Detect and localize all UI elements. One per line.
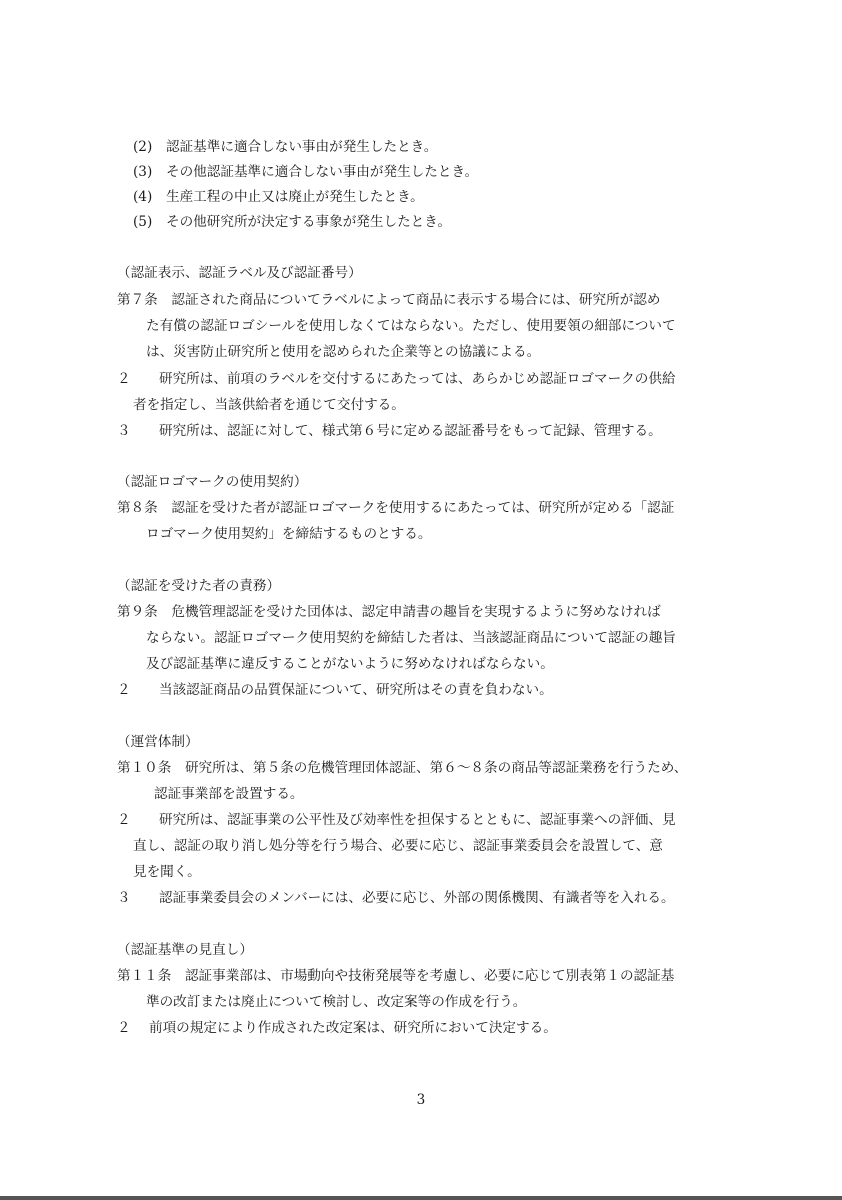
article-line: ロゴマーク使用契約」を締結するものとする。 [146, 526, 432, 542]
section-heading: （運営体制） [117, 734, 199, 750]
article-line: ならない。認証ロゴマーク使用契約を締結した者は、当該認証商品について認証の趣旨 [146, 630, 676, 646]
paragraph-line: 見を聞く。 [133, 864, 201, 880]
item-number: (5) [133, 214, 153, 230]
article-line: 認証事業部を設置する。 [154, 786, 304, 802]
article-line: 及び認証基準に違反することがないように努めなければならない。 [146, 656, 554, 672]
paragraph-line [117, 421, 662, 441]
item-text: 生産工程の中止又は廃止が発生したとき。 [166, 189, 424, 205]
list-item [133, 212, 451, 232]
paragraph-text: 当該認証商品の品質保証について、研究所はその責を負わない。 [159, 682, 553, 698]
paragraph-number: ３ [117, 890, 131, 906]
article-line: 第１０条 研究所は、第５条の危機管理団体認証、第６～８条の商品等認証業務を行うため、 [117, 760, 688, 776]
paragraph-line [117, 369, 676, 389]
article-line: 第９条 危機管理認証を受けた団体は、認定申請書の趣旨を実現するように努めなければ [117, 604, 661, 620]
page-number: 3 [416, 1092, 426, 1108]
list-item [133, 162, 478, 182]
article-line: 第７条 認証された商品についてラベルによって商品に表示する場合には、研究所が認め [117, 292, 661, 308]
section-heading: （認証表示、認証ラベル及び認証番号） [117, 265, 362, 281]
paragraph-line: 直し、認証の取り消し処分等を行う場合、必要に応じ、認証事業委員会を設置して、意 [133, 838, 663, 854]
item-number: (2) [133, 139, 153, 155]
section-heading: （認証を受けた者の責務） [117, 578, 281, 594]
list-item [133, 187, 424, 207]
paragraph-text: 研究所は、認証事業の公平性及び効率性を担保するとともに、認証事業への評価、見 [159, 812, 676, 828]
paragraph-number: ２ [117, 812, 131, 828]
item-text: その他認証基準に適合しない事由が発生したとき。 [166, 164, 479, 180]
article-line: 第８条 認証を受けた者が認証ロゴマークを使用するにあたっては、研究所が定める「認証 [117, 500, 675, 516]
paragraph-number: ２ [117, 371, 131, 387]
item-number: (3) [133, 164, 153, 180]
paragraph-line [117, 888, 675, 908]
article-line: は、災害防止研究所と使用を認められた企業等との協議による。 [146, 344, 541, 360]
paragraph-text: 研究所は、認証に対して、様式第６号に定める認証番号をもって記録、管理する。 [159, 423, 662, 439]
list-item [133, 137, 437, 157]
item-text: その他研究所が決定する事象が発生したとき。 [166, 214, 451, 230]
item-number: (4) [133, 189, 153, 205]
paragraph-number: ３ [117, 423, 131, 439]
paragraph-text: 研究所は、前項のラベルを交付するにあたっては、あらかじめ認証ロゴマークの供給 [159, 371, 676, 387]
page-bottom-border [0, 1196, 842, 1200]
item-text: 認証基準に適合しない事由が発生したとき。 [166, 139, 438, 155]
paragraph-line: 者を指定し、当該供給者を通じて交付する。 [133, 397, 405, 413]
paragraph-line [117, 1018, 557, 1038]
article-line: た有償の認証ロゴシールを使用しなくてはならない。ただし、使用要領の細部について [146, 318, 676, 334]
article-line: 第１１条 認証事業部は、市場動向や技術発展等を考慮し、必要に応じて別表第１の認証基 [117, 968, 675, 984]
paragraph-line [117, 680, 553, 700]
paragraph-number: ２ [117, 1020, 131, 1036]
paragraph-line [117, 810, 676, 830]
section-heading: （認証ロゴマークの使用契約） [117, 474, 308, 490]
paragraph-text: 前項の規定により作成された改定案は、研究所において決定する。 [149, 1020, 557, 1036]
section-heading: （認証基準の見直し） [117, 942, 253, 958]
article-line: 準の改訂または廃止について検討し、改定案等の作成を行う。 [146, 994, 527, 1010]
paragraph-text: 認証事業委員会のメンバーには、必要に応じ、外部の関係機関、有識者等を入れる。 [159, 890, 675, 906]
paragraph-number: ２ [117, 682, 131, 698]
